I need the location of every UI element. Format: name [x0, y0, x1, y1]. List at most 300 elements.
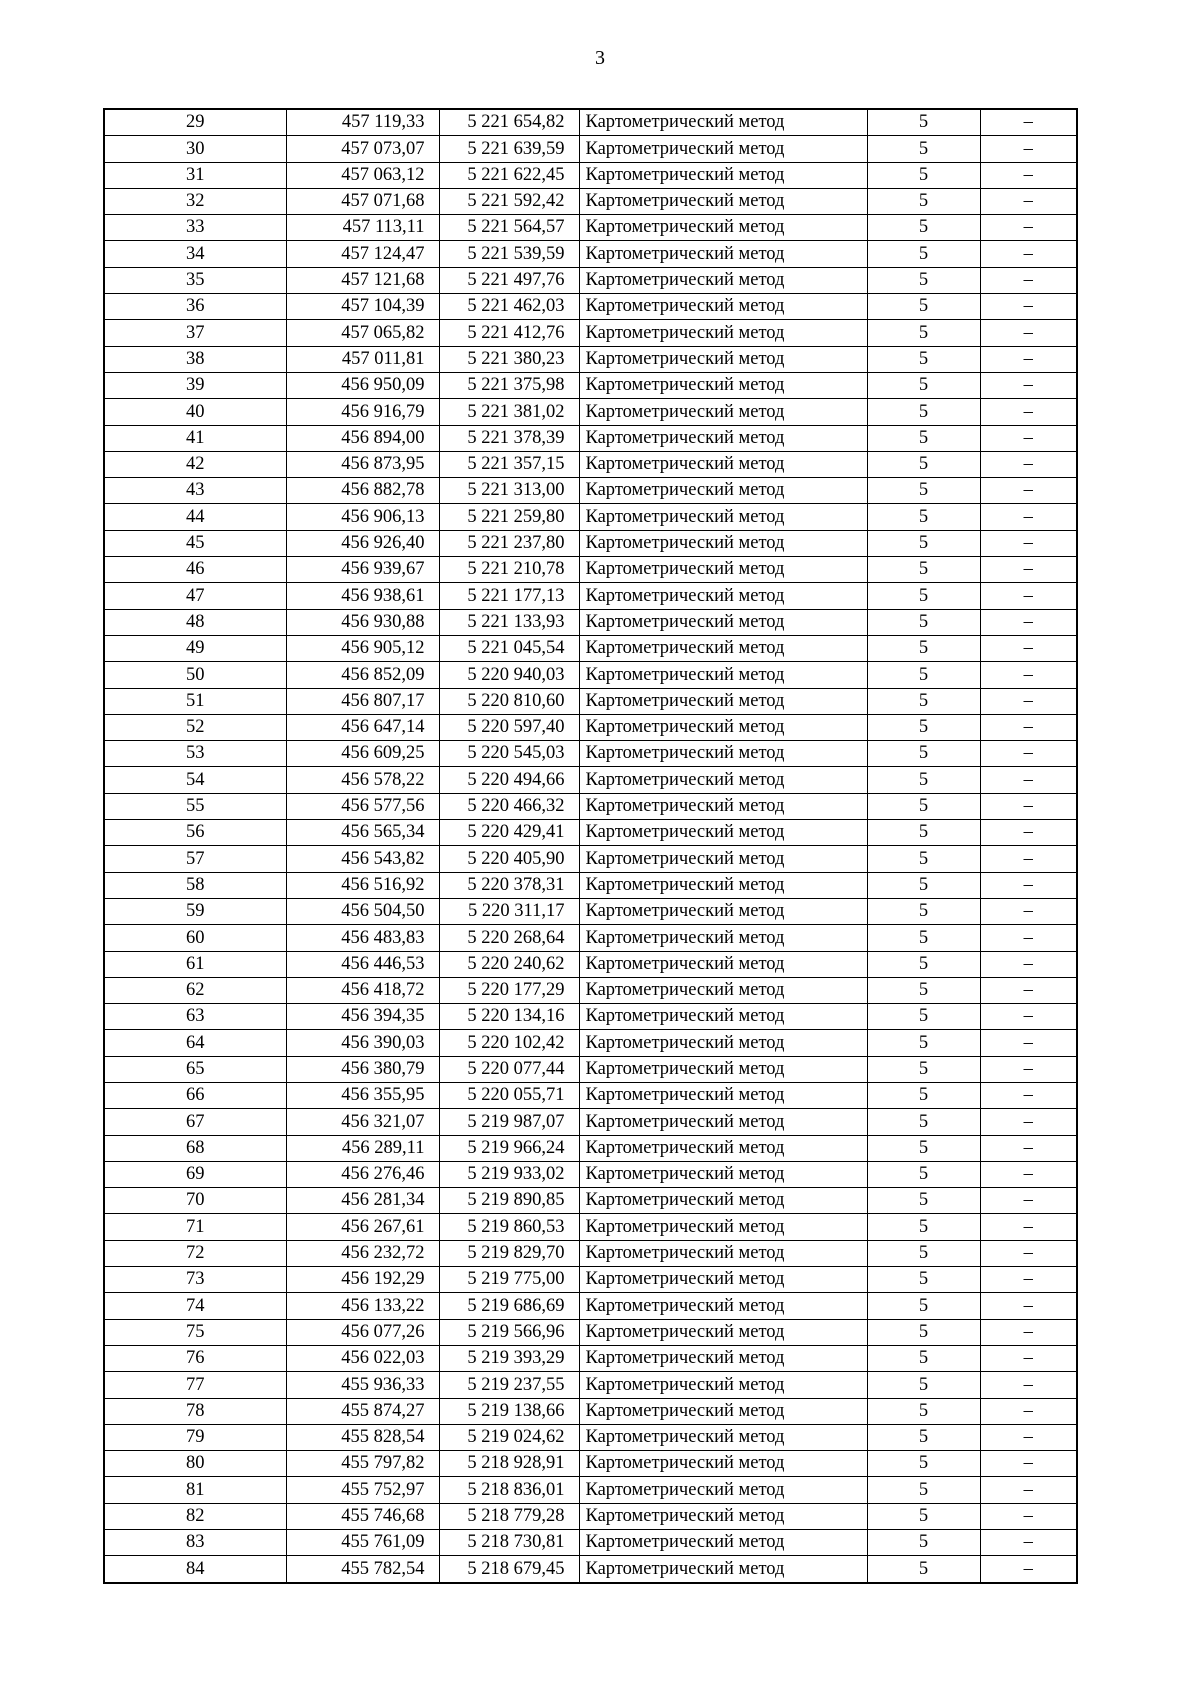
method-cell: Картометрический метод: [579, 1188, 867, 1214]
point-number-cell: 42: [104, 451, 286, 477]
table-row: [104, 925, 1077, 951]
notes-cell: –: [980, 925, 1077, 951]
notes-cell: –: [980, 1030, 1077, 1056]
point-number-cell: 49: [104, 635, 286, 661]
error-cell: 5: [867, 478, 980, 504]
method-cell: Картометрический метод: [579, 109, 867, 136]
point-number-cell: 65: [104, 1056, 286, 1082]
error-cell: 5: [867, 1319, 980, 1345]
x-coordinate-cell: 455 936,33: [286, 1372, 439, 1398]
notes-cell: –: [980, 872, 1077, 898]
notes-cell: –: [980, 898, 1077, 924]
notes-cell: –: [980, 1082, 1077, 1108]
point-number-cell: 38: [104, 346, 286, 372]
method-cell: Картометрический метод: [579, 767, 867, 793]
method-cell: Картометрический метод: [579, 504, 867, 530]
error-cell: 5: [867, 1398, 980, 1424]
method-cell: Картометрический метод: [579, 688, 867, 714]
notes-cell: –: [980, 820, 1077, 846]
method-cell: Картометрический метод: [579, 1477, 867, 1503]
x-coordinate-cell: 456 516,92: [286, 872, 439, 898]
x-coordinate-cell: 456 446,53: [286, 951, 439, 977]
table-row: [104, 1030, 1077, 1056]
x-coordinate-cell: 456 281,34: [286, 1188, 439, 1214]
table-row: [104, 846, 1077, 872]
notes-cell: –: [980, 767, 1077, 793]
table-row: [104, 557, 1077, 583]
y-coordinate-cell: 5 221 564,57: [439, 215, 579, 241]
method-cell: Картометрический метод: [579, 241, 867, 267]
table-row: [104, 1004, 1077, 1030]
notes-cell: –: [980, 557, 1077, 583]
error-cell: 5: [867, 346, 980, 372]
notes-cell: –: [980, 188, 1077, 214]
method-cell: Картометрический метод: [579, 136, 867, 162]
x-coordinate-cell: 456 852,09: [286, 662, 439, 688]
error-cell: 5: [867, 267, 980, 293]
method-cell: Картометрический метод: [579, 1319, 867, 1345]
notes-cell: –: [980, 583, 1077, 609]
error-cell: 5: [867, 898, 980, 924]
y-coordinate-cell: 5 221 378,39: [439, 425, 579, 451]
error-cell: 5: [867, 1188, 980, 1214]
x-coordinate-cell: 456 289,11: [286, 1135, 439, 1161]
point-number-cell: 69: [104, 1161, 286, 1187]
y-coordinate-cell: 5 221 462,03: [439, 294, 579, 320]
notes-cell: –: [980, 215, 1077, 241]
notes-cell: –: [980, 1503, 1077, 1529]
point-number-cell: 41: [104, 425, 286, 451]
error-cell: 5: [867, 241, 980, 267]
method-cell: Картометрический метод: [579, 399, 867, 425]
table-row: [104, 478, 1077, 504]
error-cell: 5: [867, 504, 980, 530]
x-coordinate-cell: 456 939,67: [286, 557, 439, 583]
point-number-cell: 31: [104, 162, 286, 188]
error-cell: 5: [867, 925, 980, 951]
y-coordinate-cell: 5 221 381,02: [439, 399, 579, 425]
point-number-cell: 78: [104, 1398, 286, 1424]
y-coordinate-cell: 5 219 829,70: [439, 1240, 579, 1266]
x-coordinate-cell: 457 065,82: [286, 320, 439, 346]
point-number-cell: 35: [104, 267, 286, 293]
point-number-cell: 37: [104, 320, 286, 346]
method-cell: Картометрический метод: [579, 609, 867, 635]
point-number-cell: 81: [104, 1477, 286, 1503]
error-cell: 5: [867, 767, 980, 793]
error-cell: 5: [867, 793, 980, 819]
page-number: 3: [595, 47, 605, 69]
method-cell: Картометрический метод: [579, 1530, 867, 1556]
error-cell: 5: [867, 635, 980, 661]
table-row: [104, 1135, 1077, 1161]
y-coordinate-cell: 5 219 393,29: [439, 1345, 579, 1371]
method-cell: Картометрический метод: [579, 1135, 867, 1161]
y-coordinate-cell: 5 220 311,17: [439, 898, 579, 924]
table-row: [104, 1293, 1077, 1319]
method-cell: Картометрический метод: [579, 793, 867, 819]
error-cell: 5: [867, 1161, 980, 1187]
notes-cell: –: [980, 688, 1077, 714]
point-number-cell: 43: [104, 478, 286, 504]
method-cell: Картометрический метод: [579, 294, 867, 320]
method-cell: Картометрический метод: [579, 1451, 867, 1477]
point-number-cell: 46: [104, 557, 286, 583]
y-coordinate-cell: 5 219 237,55: [439, 1372, 579, 1398]
y-coordinate-cell: 5 220 177,29: [439, 977, 579, 1003]
y-coordinate-cell: 5 221 045,54: [439, 635, 579, 661]
x-coordinate-cell: 457 121,68: [286, 267, 439, 293]
table-row: [104, 793, 1077, 819]
x-coordinate-cell: 457 104,39: [286, 294, 439, 320]
notes-cell: –: [980, 504, 1077, 530]
y-coordinate-cell: 5 221 497,76: [439, 267, 579, 293]
method-cell: Картометрический метод: [579, 951, 867, 977]
error-cell: 5: [867, 188, 980, 214]
y-coordinate-cell: 5 219 966,24: [439, 1135, 579, 1161]
point-number-cell: 57: [104, 846, 286, 872]
table-row: [104, 1267, 1077, 1293]
method-cell: Картометрический метод: [579, 1056, 867, 1082]
table-row: [104, 1240, 1077, 1266]
point-number-cell: 47: [104, 583, 286, 609]
point-number-cell: 36: [104, 294, 286, 320]
x-coordinate-cell: 456 321,07: [286, 1109, 439, 1135]
error-cell: 5: [867, 1004, 980, 1030]
point-number-cell: 40: [104, 399, 286, 425]
notes-cell: –: [980, 294, 1077, 320]
table-row: [104, 372, 1077, 398]
y-coordinate-cell: 5 220 055,71: [439, 1082, 579, 1108]
table-row: [104, 1556, 1077, 1583]
method-cell: Картометрический метод: [579, 451, 867, 477]
error-cell: 5: [867, 162, 980, 188]
y-coordinate-cell: 5 220 545,03: [439, 741, 579, 767]
x-coordinate-cell: 457 124,47: [286, 241, 439, 267]
x-coordinate-cell: 456 578,22: [286, 767, 439, 793]
method-cell: Картометрический метод: [579, 1556, 867, 1583]
table-row: [104, 1451, 1077, 1477]
notes-cell: –: [980, 714, 1077, 740]
table-row: [104, 425, 1077, 451]
table-row: [104, 714, 1077, 740]
x-coordinate-cell: 456 504,50: [286, 898, 439, 924]
method-cell: Картометрический метод: [579, 1293, 867, 1319]
error-cell: 5: [867, 846, 980, 872]
point-number-cell: 50: [104, 662, 286, 688]
method-cell: Картометрический метод: [579, 215, 867, 241]
error-cell: 5: [867, 609, 980, 635]
table-row: [104, 688, 1077, 714]
notes-cell: –: [980, 1267, 1077, 1293]
method-cell: Картометрический метод: [579, 1161, 867, 1187]
x-coordinate-cell: 455 746,68: [286, 1503, 439, 1529]
notes-cell: –: [980, 530, 1077, 556]
method-cell: Картометрический метод: [579, 1345, 867, 1371]
method-cell: Картометрический метод: [579, 714, 867, 740]
error-cell: 5: [867, 1345, 980, 1371]
notes-cell: –: [980, 1319, 1077, 1345]
error-cell: 5: [867, 1267, 980, 1293]
method-cell: Картометрический метод: [579, 977, 867, 1003]
table-row: [104, 294, 1077, 320]
x-coordinate-cell: 456 950,09: [286, 372, 439, 398]
notes-cell: –: [980, 267, 1077, 293]
y-coordinate-cell: 5 221 313,00: [439, 478, 579, 504]
error-cell: 5: [867, 294, 980, 320]
point-number-cell: 84: [104, 1556, 286, 1583]
notes-cell: –: [980, 977, 1077, 1003]
error-cell: 5: [867, 583, 980, 609]
x-coordinate-cell: 456 192,29: [286, 1267, 439, 1293]
table-row: [104, 320, 1077, 346]
method-cell: Картометрический метод: [579, 478, 867, 504]
table-row: [104, 1424, 1077, 1450]
method-cell: Картометрический метод: [579, 530, 867, 556]
notes-cell: –: [980, 320, 1077, 346]
point-number-cell: 30: [104, 136, 286, 162]
y-coordinate-cell: 5 221 622,45: [439, 162, 579, 188]
method-cell: Картометрический метод: [579, 741, 867, 767]
y-coordinate-cell: 5 221 357,15: [439, 451, 579, 477]
y-coordinate-cell: 5 220 429,41: [439, 820, 579, 846]
x-coordinate-cell: 455 797,82: [286, 1451, 439, 1477]
error-cell: 5: [867, 1503, 980, 1529]
table-row: [104, 504, 1077, 530]
x-coordinate-cell: 456 394,35: [286, 1004, 439, 1030]
table-row: [104, 1503, 1077, 1529]
method-cell: Картометрический метод: [579, 1082, 867, 1108]
table-row: [104, 1188, 1077, 1214]
y-coordinate-cell: 5 220 466,32: [439, 793, 579, 819]
table-row: [104, 109, 1077, 136]
table-row: [104, 1109, 1077, 1135]
point-number-cell: 62: [104, 977, 286, 1003]
method-cell: Картометрический метод: [579, 557, 867, 583]
y-coordinate-cell: 5 219 566,96: [439, 1319, 579, 1345]
error-cell: 5: [867, 688, 980, 714]
notes-cell: –: [980, 635, 1077, 661]
x-coordinate-cell: 456 380,79: [286, 1056, 439, 1082]
x-coordinate-cell: 456 483,83: [286, 925, 439, 951]
notes-cell: –: [980, 1530, 1077, 1556]
table-row: [104, 346, 1077, 372]
y-coordinate-cell: 5 221 133,93: [439, 609, 579, 635]
y-coordinate-cell: 5 219 860,53: [439, 1214, 579, 1240]
point-number-cell: 61: [104, 951, 286, 977]
y-coordinate-cell: 5 219 775,00: [439, 1267, 579, 1293]
point-number-cell: 63: [104, 1004, 286, 1030]
error-cell: 5: [867, 820, 980, 846]
y-coordinate-cell: 5 220 240,62: [439, 951, 579, 977]
table-row: [104, 635, 1077, 661]
error-cell: 5: [867, 1030, 980, 1056]
method-cell: Картометрический метод: [579, 583, 867, 609]
method-cell: Картометрический метод: [579, 1424, 867, 1450]
y-coordinate-cell: 5 221 412,76: [439, 320, 579, 346]
method-cell: Картометрический метод: [579, 1372, 867, 1398]
method-cell: Картометрический метод: [579, 1004, 867, 1030]
notes-cell: –: [980, 399, 1077, 425]
x-coordinate-cell: 456 577,56: [286, 793, 439, 819]
point-number-cell: 76: [104, 1345, 286, 1371]
notes-cell: –: [980, 346, 1077, 372]
table-row: [104, 267, 1077, 293]
notes-cell: –: [980, 1161, 1077, 1187]
point-number-cell: 59: [104, 898, 286, 924]
point-number-cell: 34: [104, 241, 286, 267]
point-number-cell: 75: [104, 1319, 286, 1345]
table-row: [104, 1398, 1077, 1424]
notes-cell: –: [980, 1056, 1077, 1082]
point-number-cell: 56: [104, 820, 286, 846]
error-cell: 5: [867, 399, 980, 425]
table-row: [104, 399, 1077, 425]
error-cell: 5: [867, 1109, 980, 1135]
y-coordinate-cell: 5 218 730,81: [439, 1530, 579, 1556]
method-cell: Картометрический метод: [579, 1267, 867, 1293]
x-coordinate-cell: 456 390,03: [286, 1030, 439, 1056]
point-number-cell: 67: [104, 1109, 286, 1135]
x-coordinate-cell: 456 916,79: [286, 399, 439, 425]
error-cell: 5: [867, 557, 980, 583]
method-cell: Картометрический метод: [579, 1503, 867, 1529]
notes-cell: –: [980, 1372, 1077, 1398]
table-row: [104, 188, 1077, 214]
y-coordinate-cell: 5 220 494,66: [439, 767, 579, 793]
notes-cell: –: [980, 662, 1077, 688]
point-number-cell: 72: [104, 1240, 286, 1266]
x-coordinate-cell: 456 938,61: [286, 583, 439, 609]
notes-cell: –: [980, 109, 1077, 136]
y-coordinate-cell: 5 220 810,60: [439, 688, 579, 714]
point-number-cell: 32: [104, 188, 286, 214]
point-number-cell: 29: [104, 109, 286, 136]
error-cell: 5: [867, 1530, 980, 1556]
table-row: [104, 1372, 1077, 1398]
table-row: [104, 1056, 1077, 1082]
x-coordinate-cell: 456 905,12: [286, 635, 439, 661]
y-coordinate-cell: 5 220 134,16: [439, 1004, 579, 1030]
method-cell: Картометрический метод: [579, 425, 867, 451]
method-cell: Картометрический метод: [579, 162, 867, 188]
point-number-cell: 66: [104, 1082, 286, 1108]
method-cell: Картометрический метод: [579, 846, 867, 872]
error-cell: 5: [867, 1477, 980, 1503]
notes-cell: –: [980, 1214, 1077, 1240]
y-coordinate-cell: 5 220 102,42: [439, 1030, 579, 1056]
notes-cell: –: [980, 741, 1077, 767]
table-row: [104, 820, 1077, 846]
x-coordinate-cell: 456 276,46: [286, 1161, 439, 1187]
method-cell: Картометрический метод: [579, 267, 867, 293]
y-coordinate-cell: 5 220 940,03: [439, 662, 579, 688]
y-coordinate-cell: 5 221 639,59: [439, 136, 579, 162]
error-cell: 5: [867, 1372, 980, 1398]
y-coordinate-cell: 5 221 237,80: [439, 530, 579, 556]
method-cell: Картометрический метод: [579, 1109, 867, 1135]
table-row: [104, 241, 1077, 267]
notes-cell: –: [980, 1556, 1077, 1583]
table-row: [104, 1477, 1077, 1503]
method-cell: Картометрический метод: [579, 898, 867, 924]
notes-cell: –: [980, 1345, 1077, 1371]
error-cell: 5: [867, 714, 980, 740]
y-coordinate-cell: 5 221 592,42: [439, 188, 579, 214]
point-number-cell: 70: [104, 1188, 286, 1214]
error-cell: 5: [867, 977, 980, 1003]
point-number-cell: 58: [104, 872, 286, 898]
x-coordinate-cell: 456 232,72: [286, 1240, 439, 1266]
table-row: [104, 136, 1077, 162]
point-number-cell: 83: [104, 1530, 286, 1556]
error-cell: 5: [867, 741, 980, 767]
method-cell: Картометрический метод: [579, 372, 867, 398]
x-coordinate-cell: 456 267,61: [286, 1214, 439, 1240]
point-number-cell: 79: [104, 1424, 286, 1450]
error-cell: 5: [867, 1424, 980, 1450]
notes-cell: –: [980, 425, 1077, 451]
error-cell: 5: [867, 1082, 980, 1108]
table-row: [104, 451, 1077, 477]
notes-cell: –: [980, 136, 1077, 162]
point-number-cell: 82: [104, 1503, 286, 1529]
point-number-cell: 68: [104, 1135, 286, 1161]
error-cell: 5: [867, 1293, 980, 1319]
error-cell: 5: [867, 530, 980, 556]
point-number-cell: 64: [104, 1030, 286, 1056]
error-cell: 5: [867, 425, 980, 451]
table-row: [104, 951, 1077, 977]
y-coordinate-cell: 5 220 077,44: [439, 1056, 579, 1082]
x-coordinate-cell: 456 077,26: [286, 1319, 439, 1345]
x-coordinate-cell: 456 418,72: [286, 977, 439, 1003]
y-coordinate-cell: 5 221 380,23: [439, 346, 579, 372]
y-coordinate-cell: 5 219 890,85: [439, 1188, 579, 1214]
table-row: [104, 162, 1077, 188]
method-cell: Картометрический метод: [579, 1214, 867, 1240]
notes-cell: –: [980, 1240, 1077, 1266]
method-cell: Картометрический метод: [579, 925, 867, 951]
notes-cell: –: [980, 1188, 1077, 1214]
table-row: [104, 1214, 1077, 1240]
point-number-cell: 74: [104, 1293, 286, 1319]
point-number-cell: 80: [104, 1451, 286, 1477]
notes-cell: –: [980, 951, 1077, 977]
error-cell: 5: [867, 215, 980, 241]
method-cell: Картометрический метод: [579, 1030, 867, 1056]
y-coordinate-cell: 5 221 654,82: [439, 109, 579, 136]
point-number-cell: 55: [104, 793, 286, 819]
y-coordinate-cell: 5 218 836,01: [439, 1477, 579, 1503]
y-coordinate-cell: 5 219 987,07: [439, 1109, 579, 1135]
notes-cell: –: [980, 793, 1077, 819]
method-cell: Картометрический метод: [579, 1398, 867, 1424]
point-number-cell: 51: [104, 688, 286, 714]
error-cell: 5: [867, 109, 980, 136]
table-row: [104, 872, 1077, 898]
y-coordinate-cell: 5 221 375,98: [439, 372, 579, 398]
point-number-cell: 71: [104, 1214, 286, 1240]
point-number-cell: 73: [104, 1267, 286, 1293]
x-coordinate-cell: 456 543,82: [286, 846, 439, 872]
error-cell: 5: [867, 872, 980, 898]
error-cell: 5: [867, 451, 980, 477]
y-coordinate-cell: 5 221 539,59: [439, 241, 579, 267]
table-row: [104, 609, 1077, 635]
table-row: [104, 1345, 1077, 1371]
x-coordinate-cell: 455 782,54: [286, 1556, 439, 1583]
